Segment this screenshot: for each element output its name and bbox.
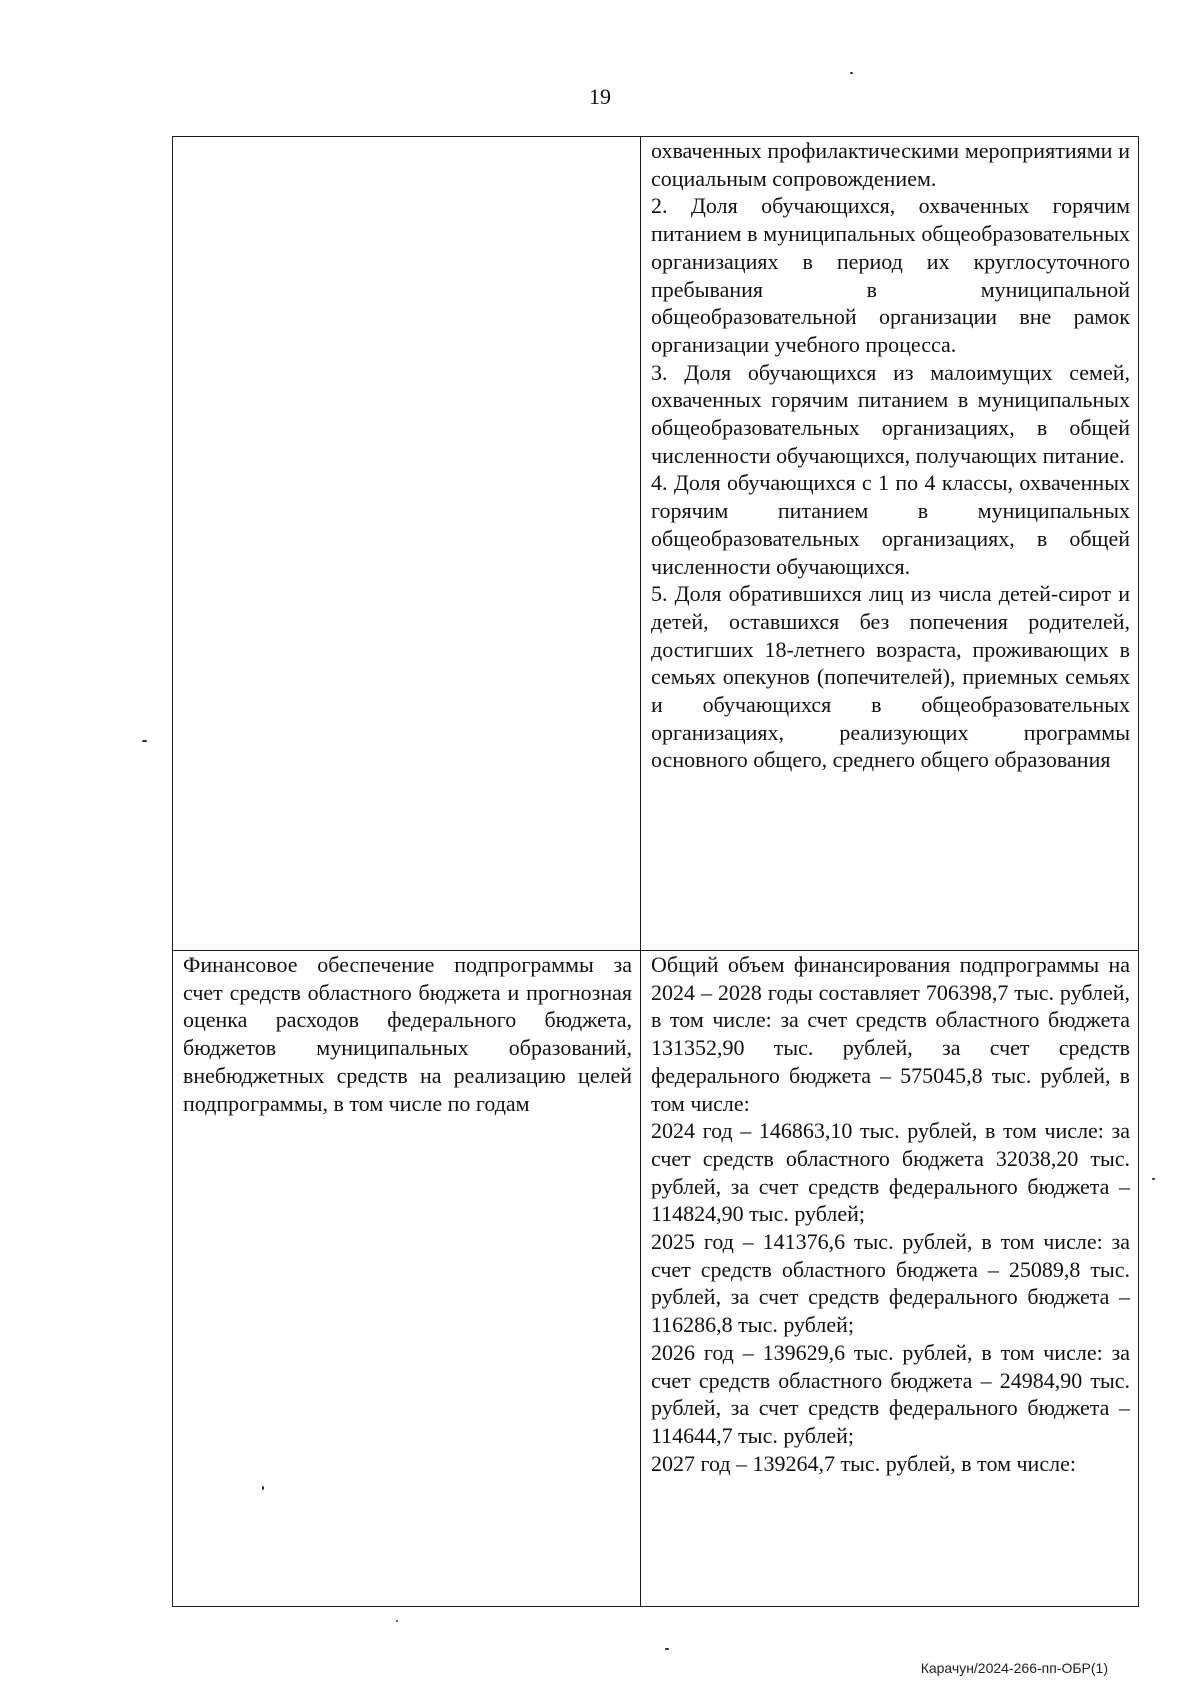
indicator-paragraph: охваченных профилактическими мероприятиями и социальным сопровождением. bbox=[651, 138, 1130, 191]
financing-paragraph: Общий объем финансирования подпрограммы на 2024 – 2028 годы составляет 706398,7 тыс. рублей, в том числе: за счет средств областного бюджета 131352,90 тыс. рублей, за счет средств федерального бюджета – 575045,8 тыс. рублей, в том числе: bbox=[651, 952, 1130, 1116]
page-number: 19 bbox=[589, 84, 611, 109]
scan-speck bbox=[665, 1648, 669, 1650]
document-code: Карачун/2024-266-пп-ОБР(1) bbox=[920, 1660, 1108, 1676]
scan-speck bbox=[262, 1486, 264, 1490]
row1-left-cell bbox=[173, 137, 641, 951]
subprogram-passport-table bbox=[172, 136, 1139, 1607]
financing-label-cell: Финансовое обеспечение подпрограммы за счет средств областного бюджета и прогнозная оценка расходов федерального бюджета, бюджетов муниципальных образований, внебюджетных средств на реализацию целей подпрограммы, в том числе по годам bbox=[173, 951, 641, 1607]
scan-speck bbox=[1152, 1178, 1155, 1180]
indicator-paragraph: 2. Доля обучающихся, охваченных горячим питанием в муниципальных общеобразовательных организациях в период их круглосуточного пребывания в муниципальной общеобразовательной организации вне рамок организации учебного процесса. bbox=[651, 193, 1130, 357]
financing-paragraph: 2024 год – 146863,10 тыс. рублей, в том числе: за счет средств областного бюджета 32038,20 тыс. рублей, за счет средств федерального бюджета – 114824,90 тыс. рублей; bbox=[651, 1118, 1130, 1227]
financing-paragraph: 2027 год – 139264,7 тыс. рублей, в том числе: bbox=[651, 1450, 1076, 1476]
scan-speck bbox=[396, 1620, 398, 1622]
table-row bbox=[173, 951, 1139, 1607]
financing-paragraph: 2026 год – 139629,6 тыс. рублей, в том числе: за счет средств областного бюджета – 24984,90 тыс. рублей, за счет средств федерального бюджета – 114644,7 тыс. рублей; bbox=[651, 1339, 1130, 1448]
scan-speck bbox=[850, 72, 853, 74]
scan-speck bbox=[142, 740, 147, 742]
financing-paragraph: 2025 год – 141376,6 тыс. рублей, в том числе: за счет средств областного бюджета – 25089,8 тыс. рублей, за счет средств федерального бюджета – 116286,8 тыс. рублей; bbox=[651, 1229, 1130, 1338]
indicator-paragraph: 5. Доля обратившихся лиц из числа детей-сирот и детей, оставшихся без попечения родителей, достигших 18-летнего возраста, проживающих в семьях опекунов (попечителей), приемных семьях и обучающихся в общеобразовательных организациях, реализующих программы основного общего, среднего общего образования bbox=[651, 581, 1130, 773]
row1-right-cell bbox=[641, 137, 1139, 951]
table-row bbox=[173, 137, 1139, 951]
financing-details-cell bbox=[641, 951, 1139, 1607]
indicator-paragraph: 3. Доля обучающихся из малоимущих семей, охваченных горячим питанием в муниципальных общеобразовательных организациях, в общей численности обучающихся, получающих питание. bbox=[651, 359, 1130, 468]
indicator-paragraph: 4. Доля обучающихся с 1 по 4 классы, охваченных горячим питанием в муниципальных общеобразовательных организациях, в общей численности обучающихся. bbox=[651, 470, 1130, 579]
